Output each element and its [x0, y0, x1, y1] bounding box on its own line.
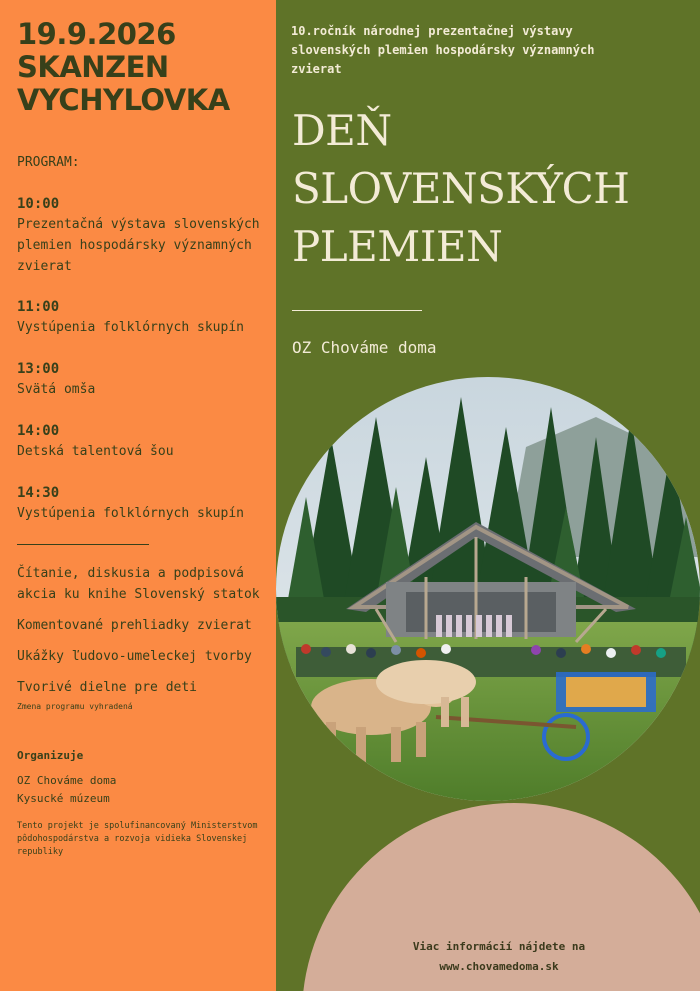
title-line-2: SLOVENSKÝCH	[292, 164, 630, 213]
program-heading: PROGRAM:	[17, 155, 80, 170]
event-date: 19.9.2026	[17, 17, 176, 51]
program-time: 10:00	[17, 196, 60, 212]
event-photo	[276, 377, 700, 801]
program-time: 14:00	[17, 423, 60, 439]
program-item	[17, 297, 276, 338]
right-panel	[276, 0, 700, 991]
activity-item: Tvorivé dielne pre deti	[17, 680, 198, 695]
program-note: Zmena programu vyhradená	[17, 702, 133, 711]
title-line-1: DEŇ	[292, 106, 392, 155]
event-photo-illustration	[276, 377, 700, 801]
activity-item: Ukážky ľudovo-umeleckej tvorby	[17, 649, 252, 664]
program-time: 14:30	[17, 485, 60, 501]
program-item	[17, 421, 276, 462]
organizers-heading: Organizuje	[17, 749, 84, 762]
program-desc: Prezentačná výstava slovenských plemien hospodársky významných zvierat	[17, 217, 260, 274]
program-time: 11:00	[17, 299, 60, 315]
activity-item: Komentované prehliadky zvierat	[17, 618, 252, 633]
program-list	[17, 194, 276, 524]
funding-note: Tento projekt je spolufinancovaný Ministerstvom pôdohospodárstva a rozvoja vidieka Slovenskej republiky	[17, 821, 258, 857]
activity-item: Čítanie, diskusia a podpisová akcia ku knihe Slovenský statok	[17, 566, 260, 602]
program-time: 13:00	[17, 361, 60, 377]
title-line-3: PLEMIEN	[292, 222, 503, 271]
program-desc: Vystúpenia folklórnych skupín	[17, 506, 244, 521]
organizer-item: Kysucké múzeum	[17, 792, 110, 805]
program-item	[17, 194, 276, 277]
program-item	[17, 359, 276, 400]
program-desc: Detská talentová šou	[17, 444, 174, 459]
left-panel	[0, 0, 276, 991]
title-divider	[292, 310, 422, 311]
info-line: Viac informácií nájdete na	[412, 940, 586, 953]
organizer-item: OZ Chováme doma	[17, 774, 117, 787]
venue-line-1: SKANZEN	[17, 50, 169, 84]
edition-subtitle: 10.ročník národnej prezentačnej výstavy slovenských plemien hospodársky významných zvierat	[291, 24, 595, 76]
page-title	[292, 102, 692, 276]
organizer-name: OZ Chováme doma	[292, 338, 437, 357]
program-desc: Vystúpenia folklórnych skupín	[17, 320, 244, 335]
divider	[17, 544, 149, 545]
website-link[interactable]: www.chovamedoma.sk	[439, 960, 559, 973]
organizers-list	[17, 772, 276, 808]
program-item	[17, 483, 276, 524]
activities-list	[17, 563, 276, 698]
venue-line-2: VYCHYLOVKA	[17, 83, 230, 117]
info-block	[374, 937, 624, 977]
program-desc: Svätá omša	[17, 382, 96, 397]
